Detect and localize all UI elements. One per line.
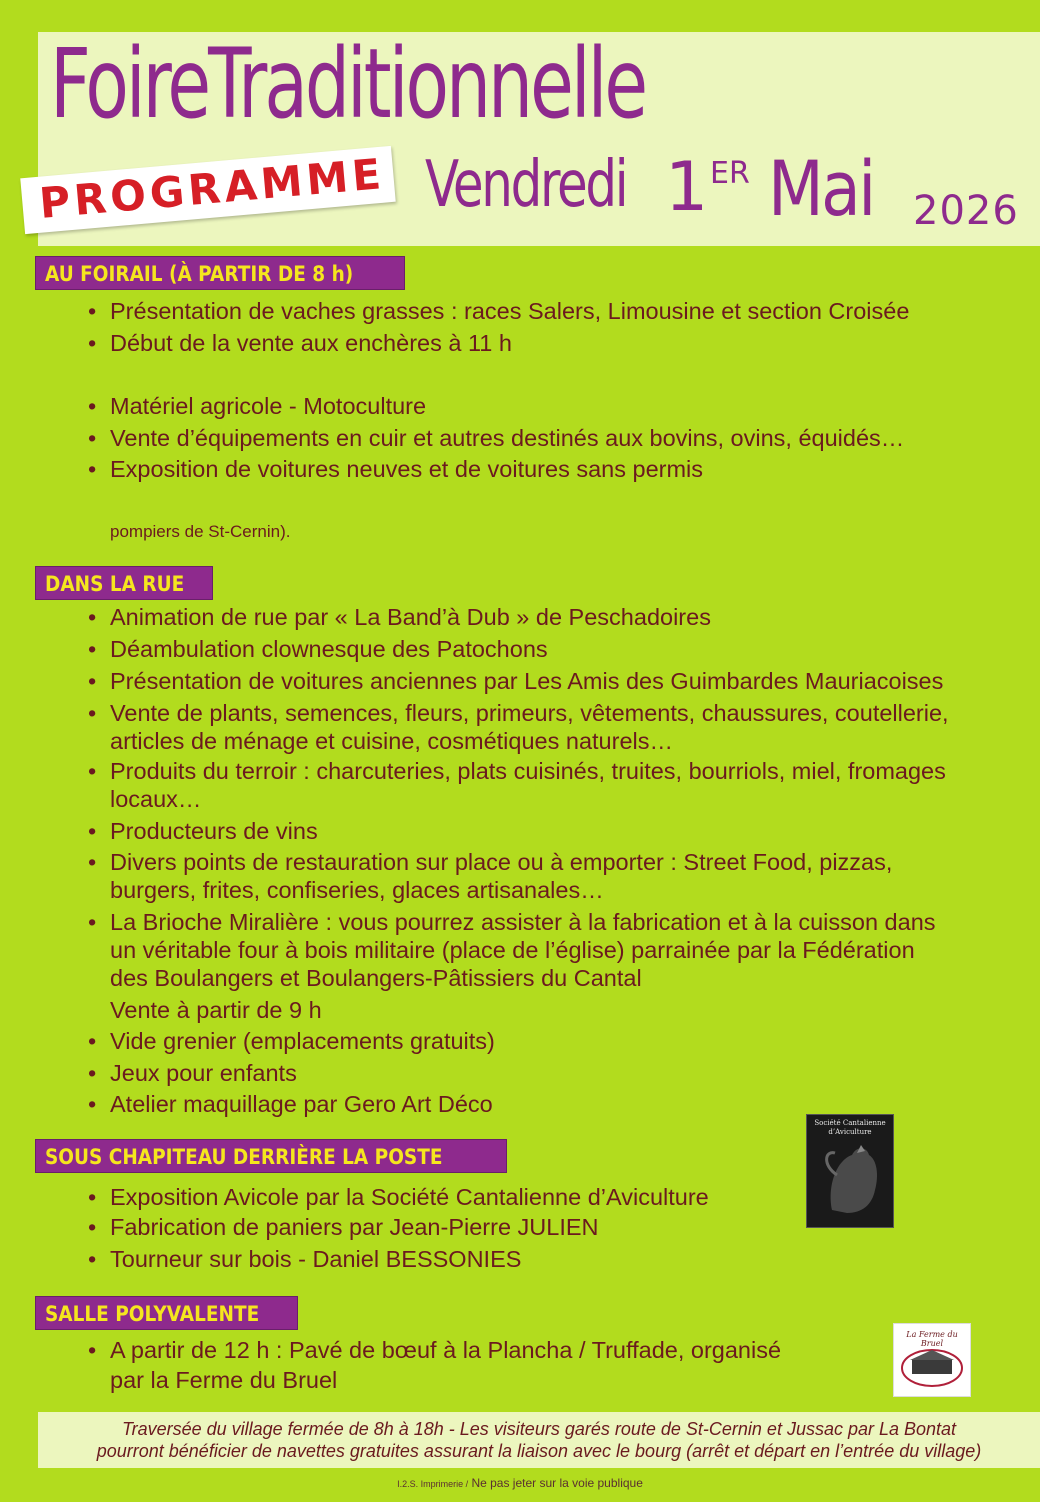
printer-credit: I.2.S. Imprimerie / Ne pas jeter sur la voie publique — [397, 1476, 643, 1490]
aviculture-logo-image: Société Cantalienne d’Aviculture — [806, 1114, 894, 1228]
programme-label: PROGRAMME — [37, 148, 387, 229]
footer-line-2: pourront bénéficier de navettes gratuites assurant la liaison avec le bourg (arrêt et départ en l’entrée du village) — [96, 1441, 982, 1461]
farm-icon — [894, 1324, 970, 1396]
section-header-foirail: AU FOIRAIL (À PARTIR DE 8 h) — [35, 256, 405, 290]
rooster-icon — [807, 1115, 893, 1227]
event-date — [425, 144, 1019, 234]
ferme-du-bruel-logo-image: La Ferme du Bruel — [893, 1323, 971, 1397]
date-number: 1 — [665, 148, 709, 227]
date-ordinal: ER — [710, 156, 750, 191]
section-header-rue: DANS LA RUE — [35, 566, 213, 600]
date-day: Vendredi — [425, 148, 627, 222]
date-year: 2026 — [913, 188, 1019, 234]
section-header-chapiteau: SOUS CHAPITEAU DERRIÈRE LA POSTE — [35, 1139, 507, 1173]
section-header-salle: SALLE POLYVALENTE — [35, 1296, 298, 1330]
date-month: Mai — [768, 144, 874, 233]
event-title: FoireTraditionnelle — [50, 28, 646, 140]
footer-line-1: Traversée du village fermée de 8h à 18h - Les visiteurs garés route de St-Cernin et Jussac par La Bontat — [121, 1419, 957, 1439]
